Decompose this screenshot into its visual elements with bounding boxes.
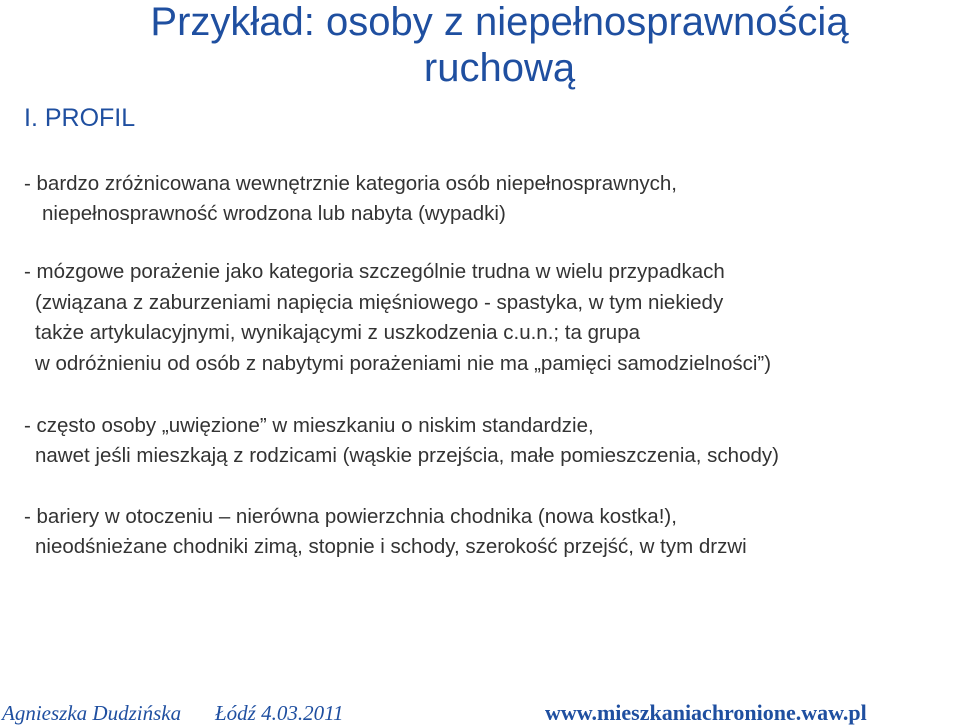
section-heading: I. PROFIL [24, 104, 136, 132]
body-line-7: - często osoby „uwięzione” w mieszkaniu o niskim standardzie, [24, 414, 594, 437]
slide-title-line-1: Przykład: osoby z niepełnosprawnością [150, 0, 849, 44]
footer-place-date: Łódź 4.03.2011 [215, 701, 344, 725]
body-line-4: (związana z zaburzeniami napięcia mięśniowego - spastyka, w tym niekiedy [35, 291, 724, 314]
body-line-3: - mózgowe porażenie jako kategoria szczególnie trudna w wielu przypadkach [24, 260, 725, 283]
body-line-8: nawet jeśli mieszkają z rodzicami (wąskie przejścia, małe pomieszczenia, schody) [35, 444, 779, 467]
body-line-6: w odróżnieniu od osób z nabytymi porażeniami nie ma „pamięci samodzielności”) [35, 352, 772, 375]
slide-title-line-2: ruchową [423, 46, 576, 90]
body-line-10: nieodśnieżane chodniki zimą, stopnie i schody, szerokość przejść, w tym drzwi [35, 535, 747, 558]
footer-url-link[interactable]: www.mieszkaniachronione.waw.pl [545, 700, 867, 725]
body-line-2: niepełnosprawność wrodzona lub nabyta (wypadki) [42, 202, 506, 225]
footer-author: Agnieszka Dudzińska [2, 701, 182, 725]
body-line-5: także artykulacyjnymi, wynikającymi z uszkodzenia c.u.n.; ta grupa [35, 321, 641, 344]
body-line-9: - bariery w otoczeniu – nierówna powierzchnia chodnika (nowa kostka!), [24, 505, 677, 528]
body-line-1: - bardzo zróżnicowana wewnętrznie kategoria osób niepełnosprawnych, [24, 172, 677, 195]
